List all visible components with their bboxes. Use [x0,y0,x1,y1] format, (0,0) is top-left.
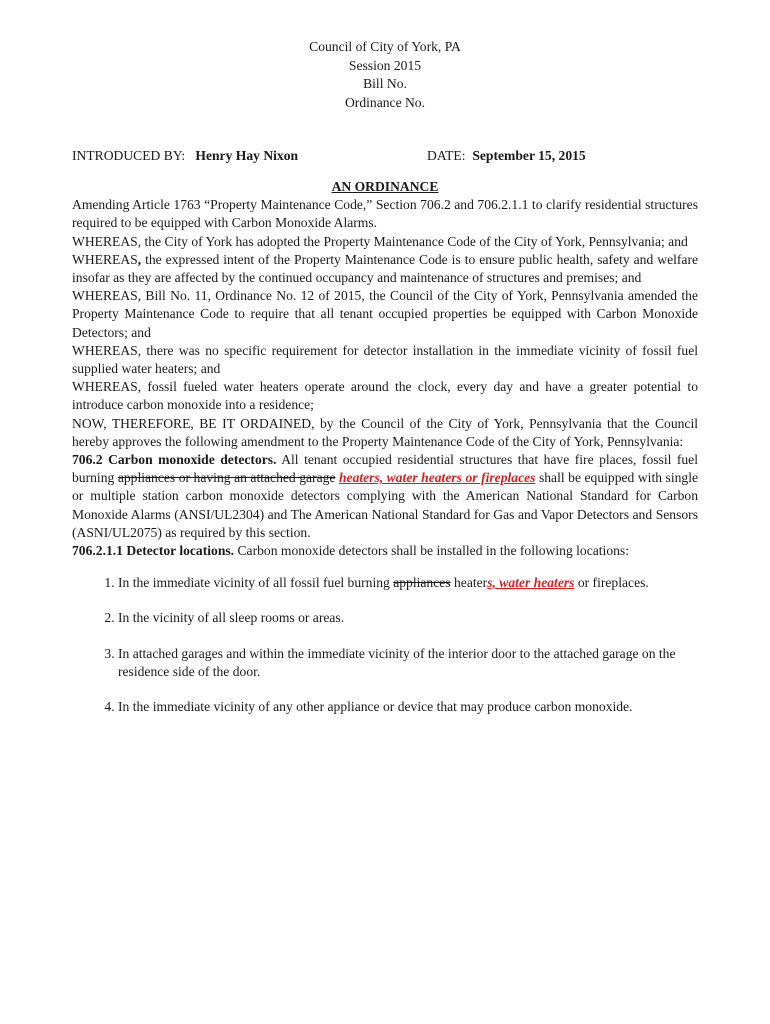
section-706-2-1-1 [72,542,698,560]
section-706-2-1-1-text: Carbon monoxide detectors shall be installed in the following locations: [234,543,629,559]
ordinance-title: AN ORDINANCE [331,179,439,194]
item-1-after: or fireplaces. [574,575,649,591]
date-field [427,147,586,165]
item-1-inserted: s, water heaters [487,575,575,591]
bill-number: Bill No. [363,76,407,91]
whereas-clause-1: WHEREAS, the City of York has adopted the Property Maintenance Code of the City of York, Pennsylvania; and [72,233,688,249]
section-706-2 [72,451,698,542]
whereas-2-text: the expressed intent of the Property Maintenance Code is to ensure public health, safety and welfare insofar as they are affected by the continued occupancy and maintenance of structures and premises; and [72,251,698,286]
introduced-by-label: INTRODUCED BY: [72,148,186,163]
item-1-before: In the immediate vicinity of all fossil fuel burning [118,575,394,591]
detector-locations-list [72,574,698,716]
item-1-deleted: appliances [393,575,451,591]
date-value: September 15, 2015 [472,148,586,163]
deleted-text: appliances or having an attached garage [117,470,336,486]
date-label: DATE: [427,148,466,163]
intro-line [72,147,698,165]
council-name: Council of City of York, PA [309,39,461,54]
whereas-clause-4: WHEREAS, there was no specific requirement for detector installation in the immediate vicinity of fossil fuel supplied water heaters; and [72,342,698,377]
list-item: 2. In the vicinity of all sleep rooms or areas. [118,609,698,627]
whereas-2-prefix: WHEREAS, [72,251,142,267]
section-706-2-text-after: shall be equipped with single or multiple station carbon monoxide detectors complying with the American National Standard for Carbon Monoxide Alarms (ANSI/UL2304) and The American National Standard for Gas and Vapor Detectors and Sensors (ASNI/UL2075) as required by this section. [72,470,699,540]
introduced-by [72,147,298,165]
list-item: 4. In the immediate vicinity of any other appliance or device that may produce carbon monoxide. [118,698,698,716]
whereas-clause-2 [72,251,698,287]
whereas-clause-3: WHEREAS, Bill No. 11, Ordinance No. 12 of 2015, the Council of the City of York, Pennsylvania amended the Property Maintenance Code to require that all tenant occupied properties be equipped with Carbon Monoxide Detectors; and [72,288,698,340]
session-label: Session 2015 [348,57,422,73]
section-706-2-text-before: All tenant occupied residential structures that have fire places, fossil fuel burning [72,452,698,486]
document-header [72,38,698,112]
ordinance-number: Ordinance No. [344,94,426,110]
list-item [118,574,698,592]
list-item: 3. In attached garages and within the immediate vicinity of the interior door to the attached garage on the residence side of the door. [118,645,698,681]
section-706-2-heading: 706.2 Carbon monoxide detectors. [72,452,277,468]
item-1-kept: heater [450,575,488,591]
now-therefore-clause: NOW, THEREFORE, BE IT ORDAINED, by the Council of the City of York, Pennsylvania that the Council hereby approves the following amendment to the Property Maintenance Code of the City of York, Pennsylvania: [72,415,698,449]
section-706-2-1-1-heading: 706.2.1.1 Detector locations. [72,543,235,559]
whereas-clause-5: WHEREAS, fossil fueled water heaters operate around the clock, every day and have a greater potential to introduce carbon monoxide into a residence; [72,379,698,413]
inserted-text: heaters, water heaters or fireplaces [338,470,536,486]
ordinance-summary: Amending Article 1763 “Property Maintenance Code,” Section 706.2 and 706.2.1.1 to clarify residential structures required to be equipped with Carbon Monoxide Alarms. [72,197,698,231]
introduced-by-name: Henry Hay Nixon [195,148,299,163]
